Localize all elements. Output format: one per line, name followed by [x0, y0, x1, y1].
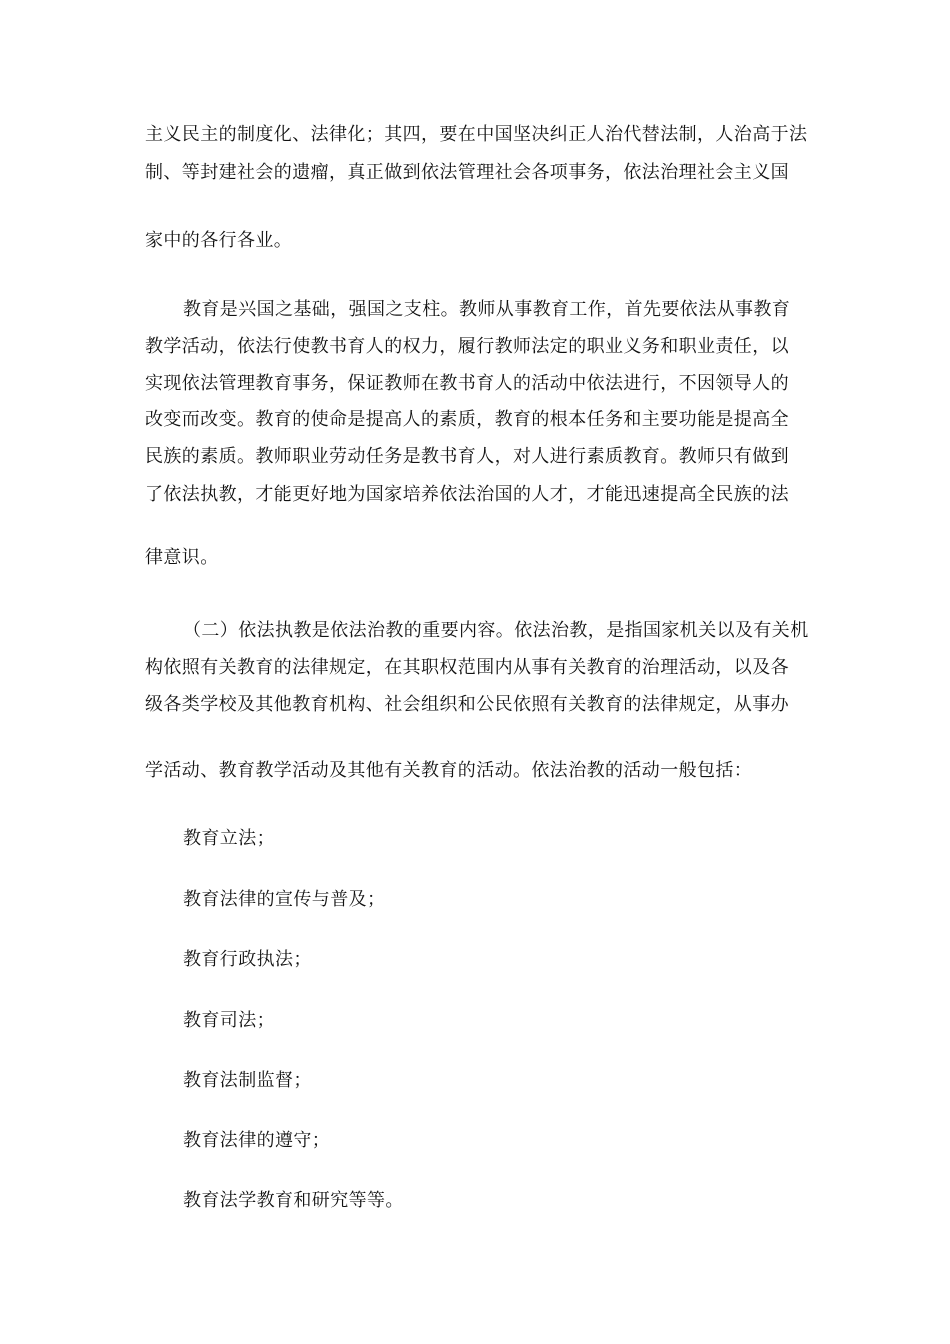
- list-item: 教育法律的宣传与普及；: [183, 889, 386, 910]
- list-item: 教育法律的遵守；: [183, 1130, 331, 1151]
- text-line: 学活动、教育教学活动及其他有关教育的活动。依法治教的活动一般包括：: [145, 760, 753, 781]
- text-line: 律意识。: [145, 547, 219, 568]
- text-line: 民族的素质。教师职业劳动任务是教书育人，对人进行素质教育。教师只有做到: [145, 446, 789, 467]
- text-line: 主义民主的制度化、法律化；其四，要在中国坚决纠正人治代替法制，人治高于法: [145, 124, 808, 145]
- text-line: 制、等封建社会的遗瘤，真正做到依法管理社会各项事务，依法治理社会主义国: [145, 162, 789, 183]
- text-line: 家中的各行各业。: [145, 230, 293, 251]
- list-item: 教育司法；: [183, 1010, 275, 1031]
- text-line: 实现依法管理教育事务，保证教师在教书育人的活动中依法进行，不因领导人的: [145, 373, 789, 394]
- list-item: 教育行政执法；: [183, 949, 312, 970]
- text-line: 了依法执教，才能更好地为国家培养依法治国的人才，才能迅速提高全民族的法: [145, 484, 789, 505]
- list-item: 教育法学教育和研究等等。: [183, 1190, 404, 1211]
- text-line: 改变而改变。教育的使命是提高人的素质，教育的根本任务和主要功能是提高全: [145, 409, 789, 430]
- list-item: 教育立法；: [183, 828, 275, 849]
- text-line: 教育是兴国之基础，强国之支柱。教师从事教育工作，首先要依法从事教育: [183, 299, 791, 320]
- list-item: 教育法制监督；: [183, 1070, 312, 1091]
- text-line: 教学活动，依法行使教书育人的权力，履行教师法定的职业义务和职业责任，以: [145, 336, 789, 357]
- text-line: （二）依法执教是依法治教的重要内容。依法治教，是指国家机关以及有关机: [183, 620, 809, 641]
- text-line: 级各类学校及其他教育机构、社会组织和公民依照有关教育的法律规定，从事办: [145, 694, 789, 715]
- text-line: 构依照有关教育的法律规定，在其职权范围内从事有关教育的治理活动，以及各: [145, 657, 789, 678]
